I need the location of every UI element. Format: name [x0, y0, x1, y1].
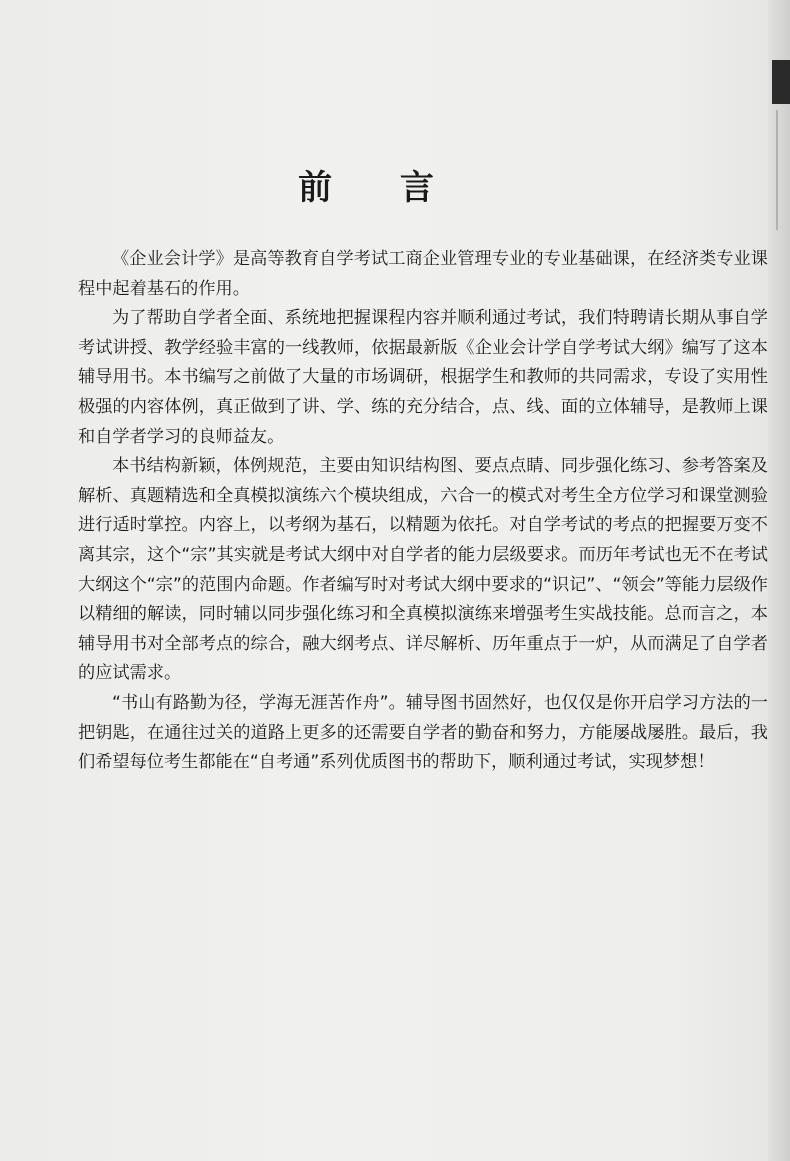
preface-body [78, 245, 768, 778]
book-spine-shadow [768, 0, 790, 1161]
page-edge-tab [772, 60, 790, 104]
page-title: 前 言 [298, 168, 462, 208]
paragraph: “书山有路勤为径，学海无涯苦作舟”。辅导图书固然好，也仅仅是你开启学习方法的一把钥匙，在通往过关的道路上更多的还需要自学者的勤奋和努力，方能屡战屡胜。最后，我们希望每位考生都能在“自考通”系列优质图书的帮助下，顺利通过考试，实现梦想！ [78, 692, 768, 773]
page-edge-line [776, 110, 778, 230]
paragraph: 《企业会计学》是高等教育自学考试工商企业管理专业的专业基础课，在经济类专业课程中起着基石的作用。 [78, 249, 768, 299]
paragraph: 本书结构新颖，体例规范，主要由知识结构图、要点点睛、同步强化练习、参考答案及解析、真题精选和全真模拟演练六个模块组成，六合一的模式对考生全方位学习和课堂测验进行适时掌控。内容上，以考纲为基石，以精题为依托。对自学考试的考点的把握要万变不离其宗，这个“宗”其实就是考试大纲中对自学者的能力层级要求。而历年考试也无不在考试大纲这个“宗”的范围内命题。作者编写时对考试大纲中要求的“识记”、“领会”等能力层级作以精细的解读，同时辅以同步强化练习和全真模拟演练来增强考生实战技能。总而言之，本辅导用书对全部考点的综合，融大纲考点、详尽解析、历年重点于一炉，从而满足了自学者的应试需求。 [78, 456, 768, 684]
paragraph: 为了帮助自学者全面、系统地把握课程内容并顺利通过考试，我们特聘请长期从事自学考试讲授、教学经验丰富的一线教师，依据最新版《企业会计学自学考试大纲》编写了这本辅导用书。本书编写之前做了大量的市场调研，根据学生和教师的共同需求，专设了实用性极强的内容体例，真正做到了讲、学、练的充分结合，点、线、面的立体辅导，是教师上课和自学者学习的良师益友。 [78, 308, 768, 447]
